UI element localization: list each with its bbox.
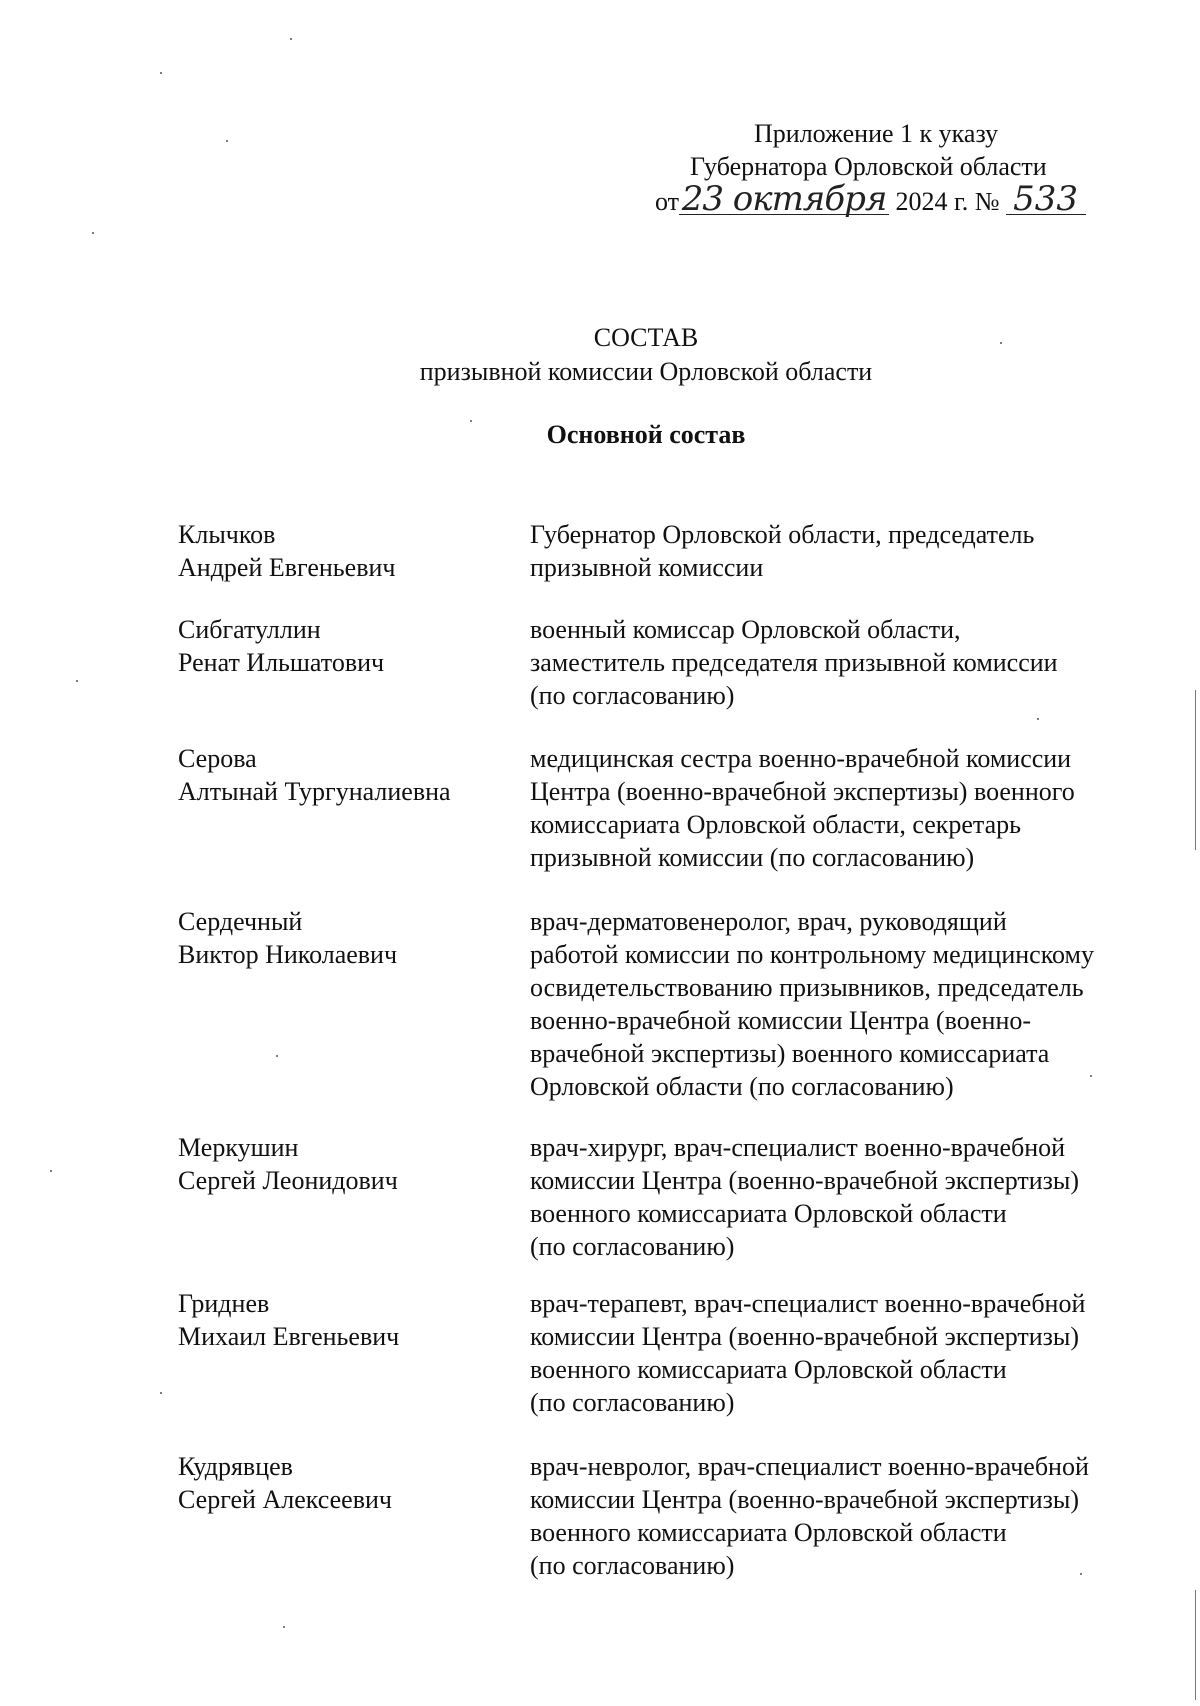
role-line: работой комиссии по контрольному медицинскому xyxy=(530,940,1094,969)
role-line: врач-хирург, врач-специалист военно-врачебной xyxy=(530,1133,1066,1162)
role-line: военный комиссар Орловской области, xyxy=(530,615,961,644)
member-given-names: Алтынай Тургуналиевна xyxy=(178,777,451,806)
scan-speck xyxy=(160,72,162,74)
member-surname: Меркушин xyxy=(178,1133,299,1162)
role-line: врачебной экспертизы) военного комиссариата xyxy=(530,1039,1050,1068)
appendix-line: Приложение 1 к указу xyxy=(754,119,999,148)
role-line: врач-дерматовенеролог, врач, руководящий xyxy=(530,907,1007,936)
role-line: комиссии Центра (военно-врачебной экспертизы) xyxy=(530,1166,1080,1195)
member-given-names: Сергей Леонидович xyxy=(178,1166,398,1195)
member-surname: Серова xyxy=(178,744,257,773)
role-line: призывной комиссии (по согласованию) xyxy=(530,843,975,872)
member-surname: Клычков xyxy=(178,520,276,549)
member-surname: Сердечный xyxy=(178,907,303,936)
role-line: врач-терапевт, врач-специалист военно-врачебной xyxy=(530,1289,1086,1318)
member-name xyxy=(178,1450,508,1516)
role-line: комиссии Центра (военно-врачебной экспертизы) xyxy=(530,1485,1080,1514)
decree-date-line xyxy=(655,179,1086,219)
scan-speck xyxy=(226,140,228,142)
member-surname: Сибгатуллин xyxy=(178,615,321,644)
section-heading: Основной состав xyxy=(546,420,746,449)
member-given-names: Андрей Евгеньевич xyxy=(178,553,396,582)
scan-speck xyxy=(276,1055,278,1057)
scan-speck xyxy=(50,1170,52,1172)
member-role xyxy=(530,905,1170,1103)
member-role xyxy=(530,1131,1170,1263)
role-line: (по согласованию) xyxy=(530,1232,735,1261)
role-line: военно-врачебной комиссии Центра (военно- xyxy=(530,1006,1032,1035)
member-name xyxy=(178,905,508,971)
role-line: военного комиссариата Орловской области xyxy=(530,1355,1007,1384)
member-role xyxy=(530,742,1170,874)
member-given-names: Ренат Ильшатович xyxy=(178,648,385,677)
scan-speck xyxy=(1080,1573,1082,1575)
document-title: СОСТАВ xyxy=(593,323,699,352)
scan-speck xyxy=(470,420,472,422)
role-line: военного комиссариата Орловской области xyxy=(530,1518,1007,1547)
scan-speck xyxy=(160,1392,162,1394)
role-line: Губернатор Орловской области, председатель xyxy=(530,520,1035,549)
role-line: (по согласованию) xyxy=(530,681,735,710)
member-name xyxy=(178,742,508,808)
member-role xyxy=(530,518,1170,584)
role-line: Центра (военно-врачебной экспертизы) военного xyxy=(530,777,1075,806)
role-line: комиссариата Орловской области, секретарь xyxy=(530,810,1021,839)
role-line: комиссии Центра (военно-врачебной экспертизы) xyxy=(530,1322,1080,1351)
scan-speck xyxy=(92,232,94,234)
scan-edge-line xyxy=(1195,1590,1196,1700)
handwritten-date: 23 октября xyxy=(679,184,889,215)
role-line: освидетельствованию призывников, председатель xyxy=(530,973,1084,1002)
role-line: военного комиссариата Орловской области xyxy=(530,1199,1007,1228)
member-name xyxy=(178,518,508,584)
scan-speck xyxy=(1090,1075,1092,1077)
role-line: Орловской области (по согласованию) xyxy=(530,1072,954,1101)
decree-year: 2024 г. № xyxy=(895,187,1000,216)
document-subtitle: призывной комиссии Орловской области xyxy=(419,357,873,386)
date-prefix: от xyxy=(655,187,680,216)
member-given-names: Сергей Алексеевич xyxy=(178,1485,392,1514)
scan-speck xyxy=(76,680,78,682)
role-line: (по согласованию) xyxy=(530,1551,735,1580)
scan-speck xyxy=(283,1626,285,1628)
scan-speck xyxy=(1000,342,1002,344)
role-line: врач-невролог, врач-специалист военно-врачебной xyxy=(530,1452,1089,1481)
member-given-names: Виктор Николаевич xyxy=(178,940,398,969)
handwritten-number: 533 xyxy=(1006,184,1086,215)
member-given-names: Михаил Евгеньевич xyxy=(178,1322,400,1351)
scan-speck xyxy=(1037,718,1039,720)
member-surname: Кудрявцев xyxy=(178,1452,293,1481)
decree-issuer-line: Губернатора Орловской области xyxy=(690,152,1047,181)
scan-speck xyxy=(290,38,292,40)
member-role xyxy=(530,1287,1170,1419)
role-line: медицинская сестра военно-врачебной комиссии xyxy=(530,744,1072,773)
member-role xyxy=(530,613,1170,712)
role-line: призывной комиссии xyxy=(530,553,764,582)
role-line: (по согласованию) xyxy=(530,1388,735,1417)
scan-edge-line xyxy=(1195,690,1196,850)
member-name xyxy=(178,1131,508,1197)
member-role xyxy=(530,1450,1170,1582)
member-surname: Гриднев xyxy=(178,1289,270,1318)
role-line: заместитель председателя призывной комиссии xyxy=(530,648,1058,677)
member-name xyxy=(178,613,508,679)
member-name xyxy=(178,1287,508,1353)
